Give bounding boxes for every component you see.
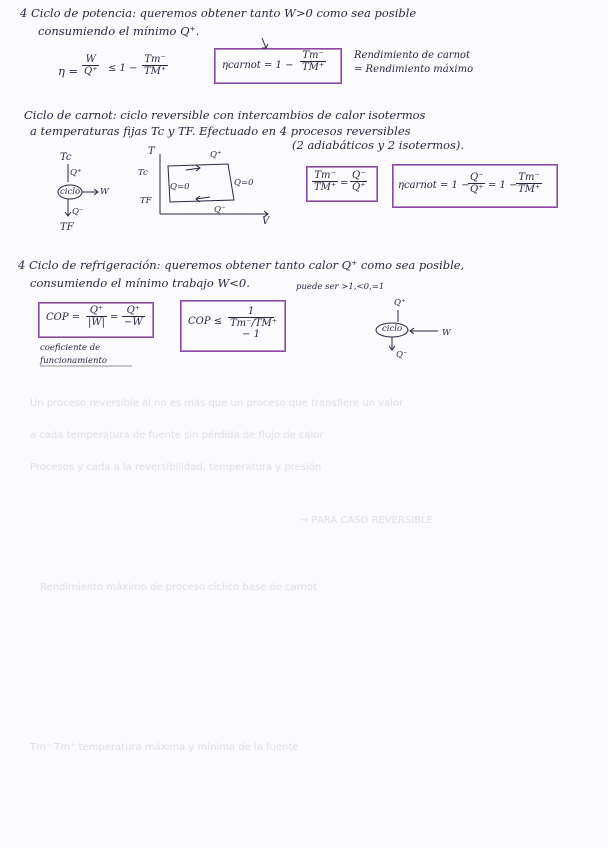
ghost-line: a cada temperatura de fuente sin pérdida de flujo de calor <box>30 430 324 441</box>
carnot-cycle-line2: a temperaturas fijas Tc y TF. Efectuado en 4 procesos reversibles <box>30 124 411 138</box>
ghost-line: → PARA CASO REVERSIBLE <box>300 515 433 526</box>
eta-mid: ≤ 1 − <box>108 63 138 74</box>
eta-lhs: η = <box>58 64 79 78</box>
ciclo-ellipse <box>376 323 408 337</box>
ghost-line: Tm⁻ Tm⁺ temperatura máxima y mínima de la fuente <box>30 742 299 753</box>
ratio-eq: = <box>340 178 349 189</box>
eta-box-lhs: ηcarnot = 1 − <box>398 180 470 191</box>
tM-den: TM⁺ <box>144 66 167 77</box>
eta-num: W <box>82 54 99 66</box>
q0-left-label: Q=0 <box>170 182 190 192</box>
carnot-note-1: Rendimiento de carnot <box>354 50 471 61</box>
cop-frac-1: $\frac{Q^+}{|W|}$ <box>88 305 106 328</box>
ciclo-label: ciclo <box>60 187 81 197</box>
cop2-lhs: COP ≤ <box>188 316 223 327</box>
carnot-box-lhs: ηcarnot = 1 − <box>222 60 294 71</box>
ghost-line: Un proceso reversible al no es más que un proceso que transfiere un valor <box>30 398 404 409</box>
cyc-w: W <box>442 328 451 338</box>
cop2-fraction: $\frac{1}{Tm^-/TM^+ - 1}$ <box>230 306 277 340</box>
cyc-ciclo: ciclo <box>382 324 403 334</box>
refrigeration-line2: consumiendo el mínimo trabajo W<0. <box>30 276 250 290</box>
cop-range-note: puede ser >1,<0,=1 <box>296 282 385 292</box>
carnot-cycle-line3: (2 adiabáticos y 2 isotermos). <box>292 138 465 152</box>
axis-t-label: T <box>148 146 155 157</box>
ratio-left: $\frac{Tm^-}{TM^+}$ <box>314 170 337 193</box>
ghost-line: Procesos y cada a la reversibilidad, temperatura y presión <box>30 462 322 473</box>
refrigeration-heading: 4 Ciclo de refrigeración: queremos obtener tanto calor Q⁺ como sea posible, <box>18 258 465 272</box>
cop-label-2: funcionamiento <box>40 356 108 366</box>
ciclo-ellipse <box>58 185 82 199</box>
qplus-top-label: Q⁺ <box>210 150 222 160</box>
cop-lhs: COP = <box>46 312 81 323</box>
qplus-label: Q⁺ <box>70 168 82 178</box>
cop-label-1: coeficiente de <box>40 343 101 353</box>
tf-label: TF <box>60 222 74 233</box>
power-cycle-heading: 4 Ciclo de potencia: queremos obtener tanto W>0 como sea posible <box>20 6 417 20</box>
qminus-bottom-label: Q⁻ <box>214 205 226 215</box>
ratio-right: $\frac{Q^-}{Q^+}$ <box>352 170 366 193</box>
eta-den: Q⁺ <box>84 66 98 77</box>
carnot-box-fraction: $\frac{Tm^-}{TM^+}$ <box>302 50 325 73</box>
axis-v-label: V <box>262 216 270 227</box>
carnot-cycle-heading: Ciclo de carnot: ciclo reversible con intercambios de calor isotermos <box>24 108 426 122</box>
carnot-note-2: = Rendimiento máximo <box>354 64 474 75</box>
q0-right-label: Q=0 <box>234 178 254 188</box>
tm-num: Tm⁻ <box>142 54 168 66</box>
cyc-q-top: Q⁺ <box>394 298 406 308</box>
eta-box-mid: = 1 − <box>488 180 518 191</box>
eta-box-t-frac: $\frac{Tm^-}{TM^+}$ <box>518 172 541 195</box>
ghost-line: Rendimiento máximo de proceso cíclico base de carnot <box>40 582 317 593</box>
cop-eq: = <box>110 312 119 323</box>
eta-box-q-frac: $\frac{Q^-}{Q^+}$ <box>470 172 484 195</box>
qminus-label: Q⁻ <box>72 207 84 217</box>
cyc-q-bottom: Q⁻ <box>396 350 408 360</box>
cop-frac-2: $\frac{Q^+}{-W}$ <box>124 305 143 328</box>
power-cycle-line2: consumiendo el mínimo Q⁺. <box>38 24 200 38</box>
tc-axis-label: Tc <box>138 168 148 178</box>
w-label: W <box>100 187 109 197</box>
tf-axis-label: TF <box>140 196 152 206</box>
carnot-cycle-shape <box>168 164 234 202</box>
arrow-icon <box>262 38 268 48</box>
tc-label: Tc <box>60 152 72 163</box>
